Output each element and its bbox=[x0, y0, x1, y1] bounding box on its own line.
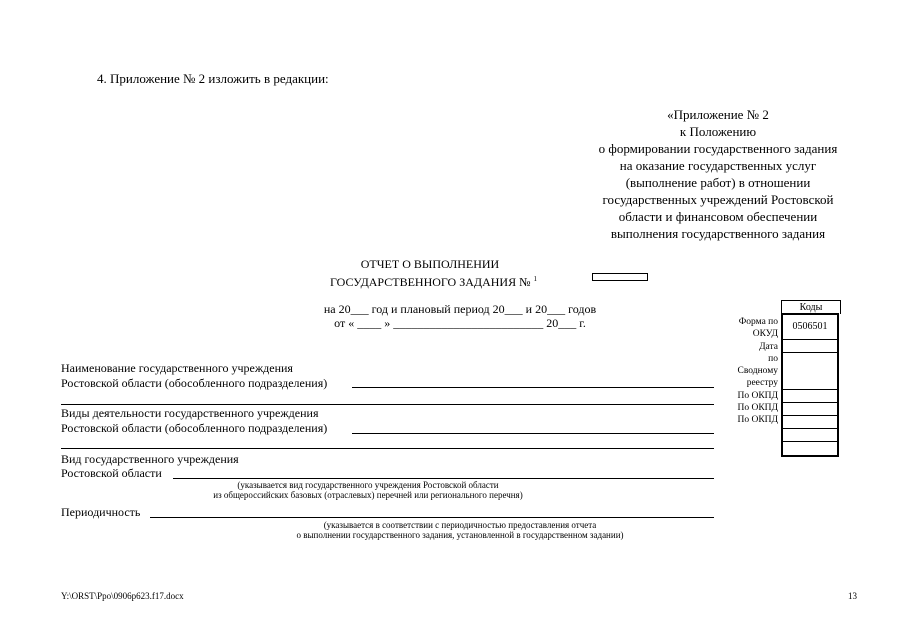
code-label: Сводному bbox=[737, 366, 778, 377]
footnote-mark: 1 bbox=[533, 275, 538, 283]
appendix-line: на оказание государственных услуг bbox=[619, 158, 817, 173]
appendix-line: к Положению bbox=[679, 124, 757, 139]
okpd-cell-3[interactable] bbox=[783, 416, 837, 429]
type-label-line2: Ростовской области bbox=[61, 466, 162, 480]
appendix-line: «Приложение № 2 bbox=[667, 107, 769, 122]
period-line1: на 20___ год и плановый период 20___ и 20___ годов bbox=[323, 302, 597, 316]
periodicity-note-line1: (указывается в соответствии с периодичностью предоставления отчета bbox=[323, 520, 597, 530]
period-line2: от « ____ » _________________________ 20___ г. bbox=[334, 316, 586, 330]
appendix-heading bbox=[572, 106, 864, 242]
type-note bbox=[148, 480, 588, 500]
report-title-line1: ОТЧЕТ О ВЫПОЛНЕНИИ bbox=[360, 257, 500, 271]
report-title-line2: ГОСУДАРСТВЕННОГО ЗАДАНИЯ № bbox=[330, 275, 531, 289]
okud-code-cell: 0506501 bbox=[783, 315, 837, 340]
name-field-line2[interactable] bbox=[61, 404, 714, 405]
report-title bbox=[330, 257, 538, 290]
name-label-line1: Наименование государственного учреждения bbox=[61, 361, 293, 375]
codes-header: Коды bbox=[781, 300, 841, 314]
code-label: По ОКПД bbox=[737, 403, 778, 414]
code-label: По ОКПД bbox=[737, 390, 778, 401]
type-label-line1: Вид государственного учреждения bbox=[61, 452, 239, 466]
okpd-cell-1[interactable] bbox=[783, 390, 837, 403]
extra-cell-1[interactable] bbox=[783, 429, 837, 442]
okpd-cell-2[interactable] bbox=[783, 403, 837, 416]
page-number: 13 bbox=[848, 591, 857, 601]
periodicity-field-line[interactable] bbox=[150, 517, 714, 518]
appendix-line: государственных учреждений Ростовской bbox=[602, 192, 834, 207]
activity-label-line1: Виды деятельности государственного учреждения bbox=[61, 406, 319, 420]
code-label: реестру bbox=[746, 378, 778, 389]
appendix-line: области и финансовом обеспечении bbox=[618, 209, 818, 224]
code-label: Дата bbox=[759, 341, 778, 352]
report-number-box[interactable] bbox=[592, 273, 648, 281]
code-label: Форма по bbox=[738, 317, 778, 327]
type-note-line1: (указывается вид государственного учреждения Ростовской области bbox=[237, 480, 499, 490]
code-label: По ОКПД bbox=[737, 415, 778, 426]
activity-field-line2[interactable] bbox=[61, 448, 714, 449]
periodicity-note bbox=[240, 520, 680, 540]
periodicity-note-line2: о выполнении государственного задания, установленной в государственном задании) bbox=[296, 530, 624, 540]
appendix-line: о формировании государственного задания bbox=[598, 141, 838, 156]
file-path: Y:\ORST\Ppo\0906p623.f17.docx bbox=[61, 591, 184, 601]
codes-table bbox=[781, 313, 839, 457]
type-field-line[interactable] bbox=[173, 478, 714, 479]
appendix-line: выполнения государственного задания bbox=[610, 226, 826, 241]
date-cell[interactable] bbox=[783, 340, 837, 353]
extra-cell-2[interactable] bbox=[783, 442, 837, 455]
periodicity-label: Периодичность bbox=[61, 505, 141, 519]
name-label-line2: Ростовской области (обособленного подразделения) bbox=[61, 376, 328, 390]
activity-label-line2: Ростовской области (обособленного подразделения) bbox=[61, 421, 328, 435]
activity-field-line[interactable] bbox=[352, 433, 714, 434]
report-period bbox=[260, 302, 660, 330]
type-note-line2: из общероссийских базовых (отраслевых) перечней или регионального перечня) bbox=[213, 490, 523, 500]
registry-cell[interactable] bbox=[783, 353, 837, 390]
name-field-line[interactable] bbox=[352, 387, 714, 388]
code-label: по bbox=[768, 353, 778, 364]
appendix-line: (выполнение работ) в отношении bbox=[625, 175, 811, 190]
code-labels bbox=[718, 316, 778, 427]
code-label: ОКУД bbox=[752, 329, 778, 340]
intro-text: 4. Приложение № 2 изложить в редакции: bbox=[97, 71, 329, 86]
